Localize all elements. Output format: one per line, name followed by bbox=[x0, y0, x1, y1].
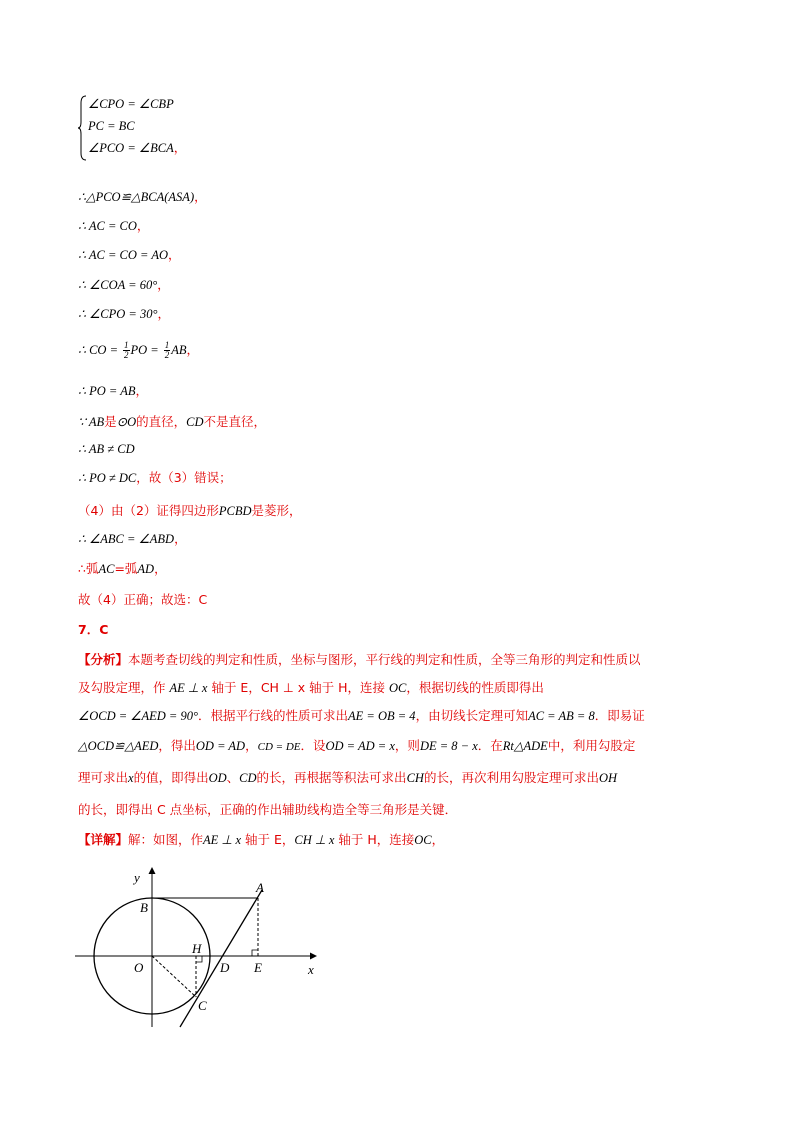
comma: ， bbox=[136, 218, 150, 233]
tangent-line bbox=[180, 890, 262, 1027]
math-ae-perp-x: AE ⊥ x bbox=[169, 681, 208, 695]
analysis-text-5c: 的值，即得出 bbox=[133, 770, 209, 785]
proof-line-10 bbox=[78, 469, 232, 487]
eq-ac-co: ∴ AC = CO bbox=[78, 219, 137, 233]
math-angle-ocd-aed: ∠OCD = ∠AED = 90° bbox=[78, 709, 198, 723]
arc-ac: AC bbox=[98, 562, 115, 576]
math-rt-ade: Rt△ADE bbox=[502, 739, 548, 753]
frac-den: 2 bbox=[124, 350, 129, 360]
detail-text-a: 解：如图，作 bbox=[128, 832, 204, 847]
system-eq-2: PC = BC bbox=[88, 119, 135, 133]
analysis-line-4 bbox=[78, 736, 718, 768]
label-c: C bbox=[198, 998, 207, 1013]
x-axis-arrow bbox=[310, 953, 317, 960]
label-h: H bbox=[192, 941, 202, 956]
analysis-text-4j: ．在 bbox=[477, 738, 503, 753]
comma: ， bbox=[194, 189, 207, 204]
analysis-text-2a: 及勾股定理，作 bbox=[78, 680, 166, 695]
detail-tag: 【详解】 bbox=[78, 832, 129, 847]
because-ab: ∵ AB bbox=[78, 415, 105, 429]
label-b: B bbox=[140, 900, 148, 915]
comma: ， bbox=[135, 383, 148, 398]
proof-line-5 bbox=[78, 305, 170, 323]
analysis-text-3d: ，由切线长定理可知 bbox=[415, 708, 529, 723]
segment-cd: CD bbox=[186, 415, 204, 429]
part-4-intro: （4）由（2）证得四边形 bbox=[78, 503, 219, 518]
proof-line-9 bbox=[78, 440, 135, 458]
eq-arc: =弧 bbox=[114, 561, 138, 576]
proof-line-8 bbox=[78, 413, 266, 431]
quad-pcbd: PCBD bbox=[218, 504, 252, 518]
math-od-ad-x: OD = AD = x bbox=[325, 739, 395, 753]
math-cd: CD bbox=[239, 771, 257, 785]
question-7-heading bbox=[78, 621, 108, 639]
analysis-line-1 bbox=[78, 650, 718, 678]
eq-po-ne-dc: ∴ PO ≠ DC bbox=[78, 471, 137, 485]
analysis-line-6 bbox=[78, 800, 718, 830]
right-angle-h bbox=[196, 956, 202, 962]
frac-num: 1 bbox=[124, 340, 129, 350]
analysis-paragraph bbox=[78, 650, 718, 858]
analysis-text-3b: ．根据平行线的性质可求出 bbox=[197, 708, 348, 723]
comma: ， bbox=[154, 561, 167, 576]
math-de-8-x: DE = 8 − x bbox=[419, 739, 478, 753]
comma: ， bbox=[174, 531, 187, 546]
math-ae-perp-x-2: AE ⊥ x bbox=[203, 833, 241, 847]
math-cd-de: CD = DE bbox=[257, 741, 301, 753]
system-eq-3-line bbox=[88, 139, 186, 157]
analysis-text-4h: ，则 bbox=[394, 738, 420, 753]
detail-line bbox=[78, 830, 718, 858]
analysis-line-5 bbox=[78, 768, 718, 800]
proof-line-4 bbox=[78, 276, 170, 294]
proof-line-7 bbox=[78, 382, 148, 400]
label-x: x bbox=[308, 962, 314, 977]
math-congruent-ocd-aed: △OCD≌△AED bbox=[78, 739, 159, 753]
circle-o: ⊙O bbox=[116, 415, 137, 429]
analysis-text-5a: 理可求出 bbox=[78, 770, 129, 785]
label-a: A bbox=[256, 880, 264, 895]
congruence-statement: ∴△PCO≌△BCA(ASA) bbox=[78, 190, 195, 204]
detail-text-c: 轴于 E， bbox=[244, 832, 295, 847]
text-is: 是 bbox=[104, 414, 117, 429]
math-ae-ob: AE = OB = 4 bbox=[348, 709, 416, 723]
analysis-text-1: 本题考查切线的判定和性质，坐标与图形，平行线的判定和性质，全等三角形的判定和性质以 bbox=[128, 652, 641, 667]
label-d: D bbox=[220, 960, 230, 975]
analysis-line-2 bbox=[78, 678, 718, 706]
geometry-figure bbox=[70, 862, 350, 1032]
proof-line-12 bbox=[78, 530, 187, 548]
eq-co-lhs: ∴ CO = bbox=[78, 343, 119, 357]
math-x: x bbox=[128, 771, 134, 785]
equation-system bbox=[78, 95, 278, 161]
label-y: y bbox=[134, 870, 140, 885]
eq-angle-cpo: ∴ ∠CPO = 30° bbox=[78, 307, 158, 321]
proof-line-2 bbox=[78, 217, 149, 235]
math-od-ad: OD = AD bbox=[195, 739, 246, 753]
comma: ， bbox=[157, 306, 170, 321]
math-od: OD bbox=[208, 771, 227, 785]
eq-ab-ne-cd: ∴ AB ≠ CD bbox=[78, 442, 135, 456]
detail-text-g: ， bbox=[431, 832, 445, 847]
detail-text-e: 轴于 H，连接 bbox=[338, 832, 415, 847]
fraction-half-1 bbox=[123, 341, 130, 360]
analysis-text-4b: ，得出 bbox=[158, 738, 196, 753]
left-brace bbox=[78, 95, 88, 161]
comma: ， bbox=[168, 247, 181, 262]
label-o: O bbox=[134, 960, 144, 975]
analysis-text-4f: ．设 bbox=[300, 738, 326, 753]
eq-abc-abd: ∴ ∠ABC = ∠ABD bbox=[78, 532, 175, 546]
fraction-half-2 bbox=[164, 341, 171, 360]
eq-po: PO = bbox=[130, 343, 159, 357]
eq-ac-co-ao: ∴ AC = CO = AO bbox=[78, 248, 168, 262]
proof-line-6 bbox=[78, 338, 199, 362]
comma: ， bbox=[157, 277, 170, 292]
y-axis-arrow bbox=[149, 867, 156, 874]
math-oc: OC bbox=[389, 681, 407, 695]
math-ch-perp-x: CH ⊥ x bbox=[294, 833, 335, 847]
system-comma: ， bbox=[173, 140, 187, 155]
analysis-text-5g: 的长，再根据等积法可求出 bbox=[256, 770, 407, 785]
frac-num: 1 bbox=[164, 340, 170, 350]
segment-oc bbox=[152, 956, 196, 997]
proof-line-14 bbox=[78, 591, 207, 609]
text-diameter: 的直径， bbox=[136, 414, 187, 429]
eq-ab: AB bbox=[171, 343, 187, 357]
conclusion-3-wrong: ，故（3）错误； bbox=[136, 470, 232, 485]
analysis-text-2e: ，根据切线的性质即得出 bbox=[406, 680, 544, 695]
analysis-text-2c: 轴于 E，CH ⊥ x 轴于 H，连接 bbox=[211, 680, 386, 695]
analysis-text-3f: ．即易证 bbox=[594, 708, 645, 723]
analysis-text-5i: 的长，再次利用勾股定理可求出 bbox=[423, 770, 599, 785]
analysis-text-4d: ， bbox=[245, 738, 258, 753]
analysis-tag: 【分析】 bbox=[78, 652, 129, 667]
math-oc-2: OC bbox=[414, 833, 432, 847]
analysis-line-3 bbox=[78, 706, 718, 736]
system-eq-3: ∠PCO = ∠BCA bbox=[88, 141, 174, 155]
proof-line-13 bbox=[78, 560, 167, 578]
proof-line-1 bbox=[78, 188, 207, 206]
analysis-text-6: 的长，即得出 C 点坐标，正确的作出辅助线构造全等三角形是关键． bbox=[78, 802, 458, 817]
label-e: E bbox=[254, 960, 262, 975]
analysis-text-5e: 、 bbox=[226, 770, 240, 785]
text-not-diameter: 不是直径， bbox=[203, 414, 267, 429]
analysis-text-4l: 中，利用勾股定 bbox=[547, 738, 636, 753]
eq-po-ab: ∴ PO = AB bbox=[78, 384, 136, 398]
q7-answer: 7．C bbox=[78, 622, 109, 637]
conclusion-4-correct: 故（4）正确；故选：C bbox=[78, 592, 208, 607]
proof-line-11 bbox=[78, 502, 302, 520]
text-rhombus: 是菱形， bbox=[251, 503, 302, 518]
frac-den: 2 bbox=[164, 350, 170, 360]
eq-angle-coa: ∴ ∠COA = 60° bbox=[78, 278, 158, 292]
math-oh: OH bbox=[598, 771, 618, 785]
system-eq-1: ∠CPO = ∠CBP bbox=[88, 97, 174, 111]
therefore-arc: ∴弧 bbox=[78, 561, 99, 576]
math-ac-ab: AC = AB = 8 bbox=[528, 709, 595, 723]
arc-ad: AD bbox=[137, 562, 155, 576]
comma: ， bbox=[186, 342, 200, 357]
right-angle-e bbox=[252, 950, 258, 956]
proof-line-3 bbox=[78, 246, 181, 264]
math-ch: CH bbox=[406, 771, 424, 785]
